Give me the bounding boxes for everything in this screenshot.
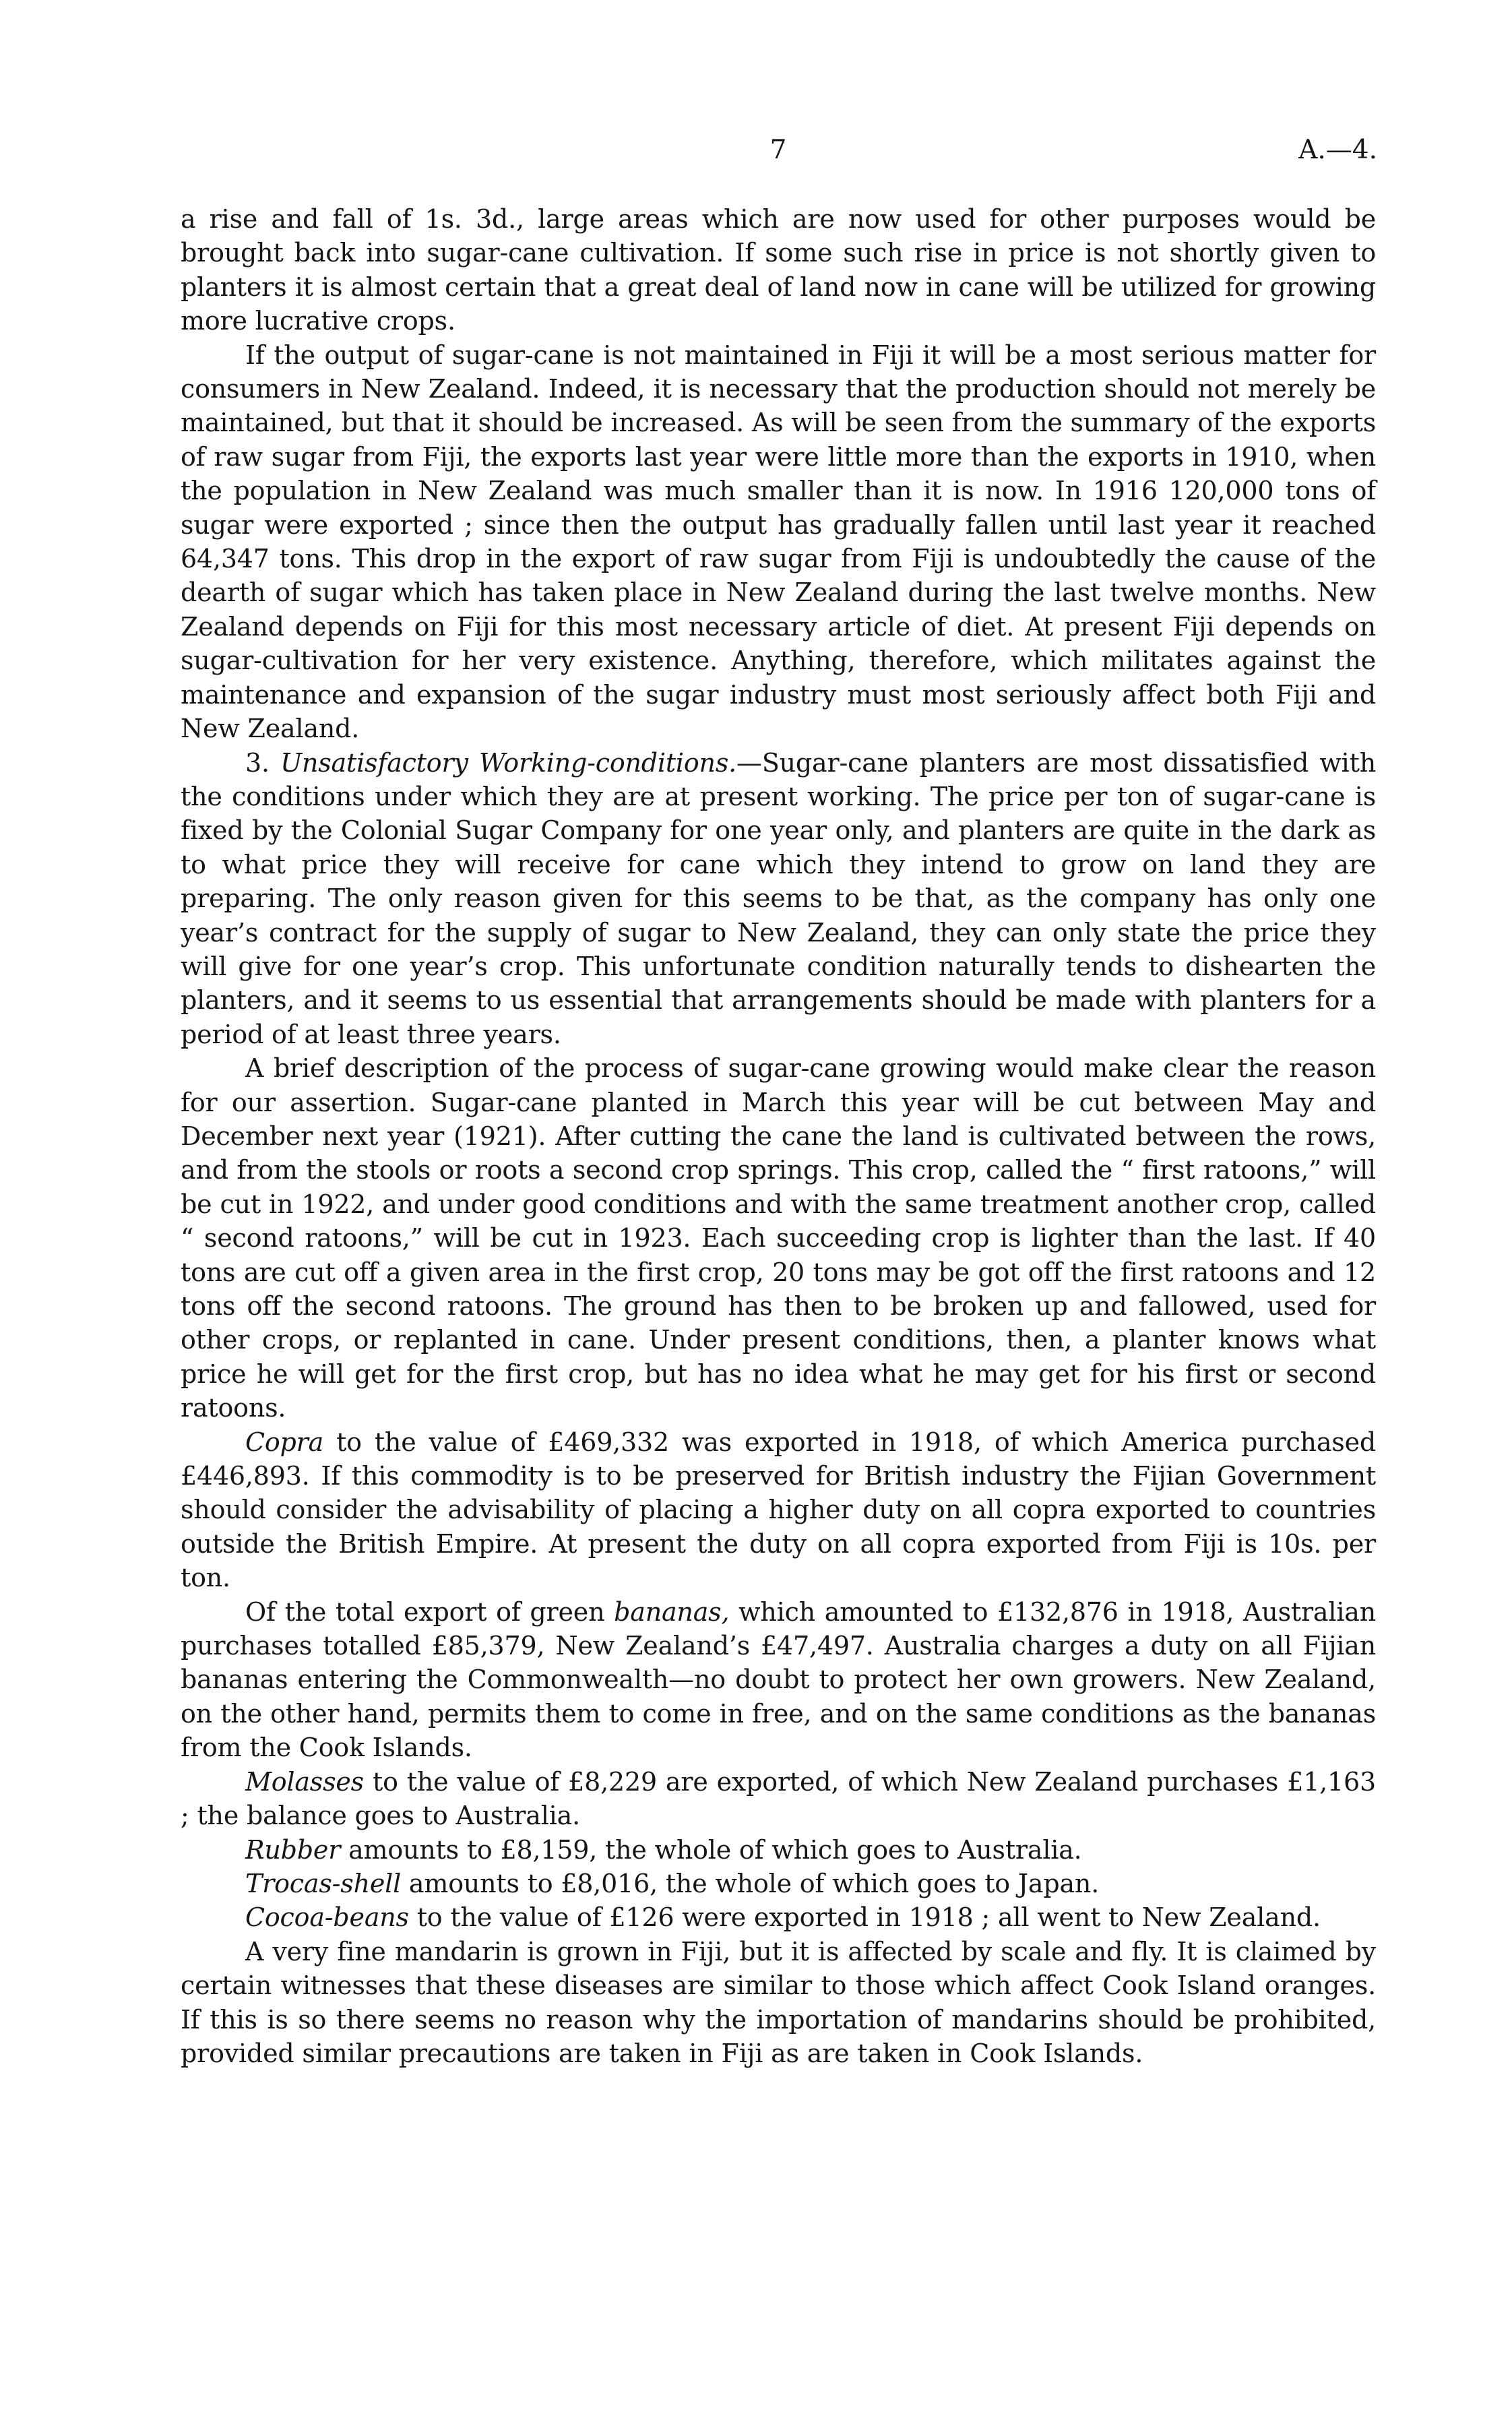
paragraph [181, 338, 1376, 746]
paragraph [181, 1833, 1376, 1867]
commodity-term: Rubber [245, 1834, 341, 1865]
page-number: 7 [769, 135, 787, 165]
paragraph-text: a rise and fall of 1s. 3d., large areas which are now used for other purposes would be brought back into sugar-cane cultivation. If some such rise in price is not shortly given to planters it is almost certain that a great deal of land now in cane will be utilized for growing more lucrative crops. [181, 204, 1376, 336]
paragraph-text: —Sugar-cane planters are most dissatisfied with the conditions under which they are at present working. The price per ton of sugar-cane is fixed by the Colonial Sugar Company for one year only, and planters are quite in the dark as to what price they will receive for cane which they intend to grow on land they are preparing. The only reason given for this seems to be that, as the company has only one year’s contract for the supply of sugar to New Zealand, they can only state the price they will give for one year’s crop. This unfortunate condition naturally tends to dishearten the planters, and it seems to us essential that arrangements should be made with planters for a period of at least three years. [181, 747, 1376, 1049]
paragraph [181, 1765, 1376, 1833]
paragraph-text: to the value of £8,229 are exported, of which New Zealand purchases £1,163 ; the balance goes to Australia. [181, 1766, 1376, 1831]
paragraph-text: amounts to £8,159, the whole of which goes to Australia. [340, 1834, 1082, 1865]
paragraph [181, 1051, 1376, 1425]
paragraph-text: amounts to £8,016, the whole of which goes to Japan. [401, 1868, 1100, 1898]
paragraph [181, 1425, 1376, 1595]
paragraph-text: 3. [245, 747, 281, 778]
paragraph-text: to the value of £469,332 was exported in 1918, of which America purchased £446,893. If this commodity is to be preserved for British industry the Fijian Government should consider the advisability of placing a higher duty on all copra exported to countries outside the British Empire. At present the duty on all copra exported from Fiji is 10s. per ton. [181, 1427, 1376, 1593]
commodity-term: Cocoa-beans [245, 1902, 409, 1933]
document-reference: A.—4. [1298, 135, 1377, 165]
commodity-term: bananas, [614, 1596, 730, 1627]
paragraph-text: A very fine mandarin is grown in Fiji, but it is affected by scale and fly. It is claimed by certain witnesses that these diseases are similar to those which affect Cook Island oranges. If this is so there seems no reason why the importation of mandarins should be prohibited, provided similar precautions are taken in Fiji as are taken in Cook Islands. [181, 1936, 1376, 2068]
page-header [179, 135, 1377, 175]
commodity-term: Trocas-shell [245, 1868, 402, 1898]
paragraph [181, 746, 1376, 1052]
section-heading: Unsatisfactory Working-conditions. [280, 747, 737, 778]
paragraph [181, 202, 1376, 338]
paragraph [181, 1595, 1376, 1765]
paragraph-text: If the output of sugar-cane is not maintained in Fiji it will be a most serious matter for consumers in New Zealand. Indeed, it is necessary that the production should not merely be maintained, but that it should be increased. As will be seen from the summary of the exports of raw sugar from Fiji, the exports last year were little more than the exports in 1910, when the population in New Zealand was much smaller than it is now. In 1916 120,000 tons of sugar were exported ; since then the output has gradually fallen until last year it reached 64,347 tons. This drop in the export of raw sugar from Fiji is undoubtedly the cause of the dearth of sugar which has taken place in New Zealand during the last twelve months. New Zealand depends on Fiji for this most necessary article of diet. At present Fiji depends on sugar-cultivation for her very existence. Anything, therefore, which militates against the maintenance and expansion of the sugar industry must most seriously affect both Fiji and New Zealand. [181, 340, 1376, 744]
paragraph-text: Of the total export of green [245, 1596, 615, 1627]
paragraph-text: to the value of £126 were exported in 1918 ; all went to New Zealand. [408, 1902, 1321, 1933]
paragraph [181, 1867, 1376, 1900]
paragraph [181, 1935, 1376, 2071]
commodity-term: Copra [245, 1427, 324, 1457]
body-text [181, 202, 1376, 2070]
paragraph [181, 1900, 1376, 1934]
paragraph-text: A brief description of the process of sugar-cane growing would make clear the reason for our assertion. Sugar-cane planted in March this year will be cut between May and December next year (1921). After cutting the cane the land is cultivated between the rows, and from the stools or roots a second crop springs. This crop, called the “ first ratoons,” will be cut in 1922, and under good conditions and with the same treatment another crop, called “ second ratoons,” will be cut in 1923. Each succeeding crop is lighter than the last. If 40 tons are cut off a given area in the first crop, 20 tons may be got off the first ratoons and 12 tons off the second ratoons. The ground has then to be broken up and fallowed, used for other crops, or replanted in cane. Under present conditions, then, a planter knows what price he will get for the first crop, but has no idea what he may get for his first or second ratoons. [181, 1053, 1376, 1423]
commodity-term: Molasses [245, 1766, 364, 1797]
paragraph-text: which amounted to £132,876 in 1918, Australian purchases totalled £85,379, New Zealand’s £47,497. Australia charges a duty on all Fijian bananas entering the Commonwealth—no doubt to protect her own growers. New Zealand, on the other hand, permits them to come in free, and on the same conditions as the bananas from the Cook Islands. [181, 1596, 1377, 1763]
